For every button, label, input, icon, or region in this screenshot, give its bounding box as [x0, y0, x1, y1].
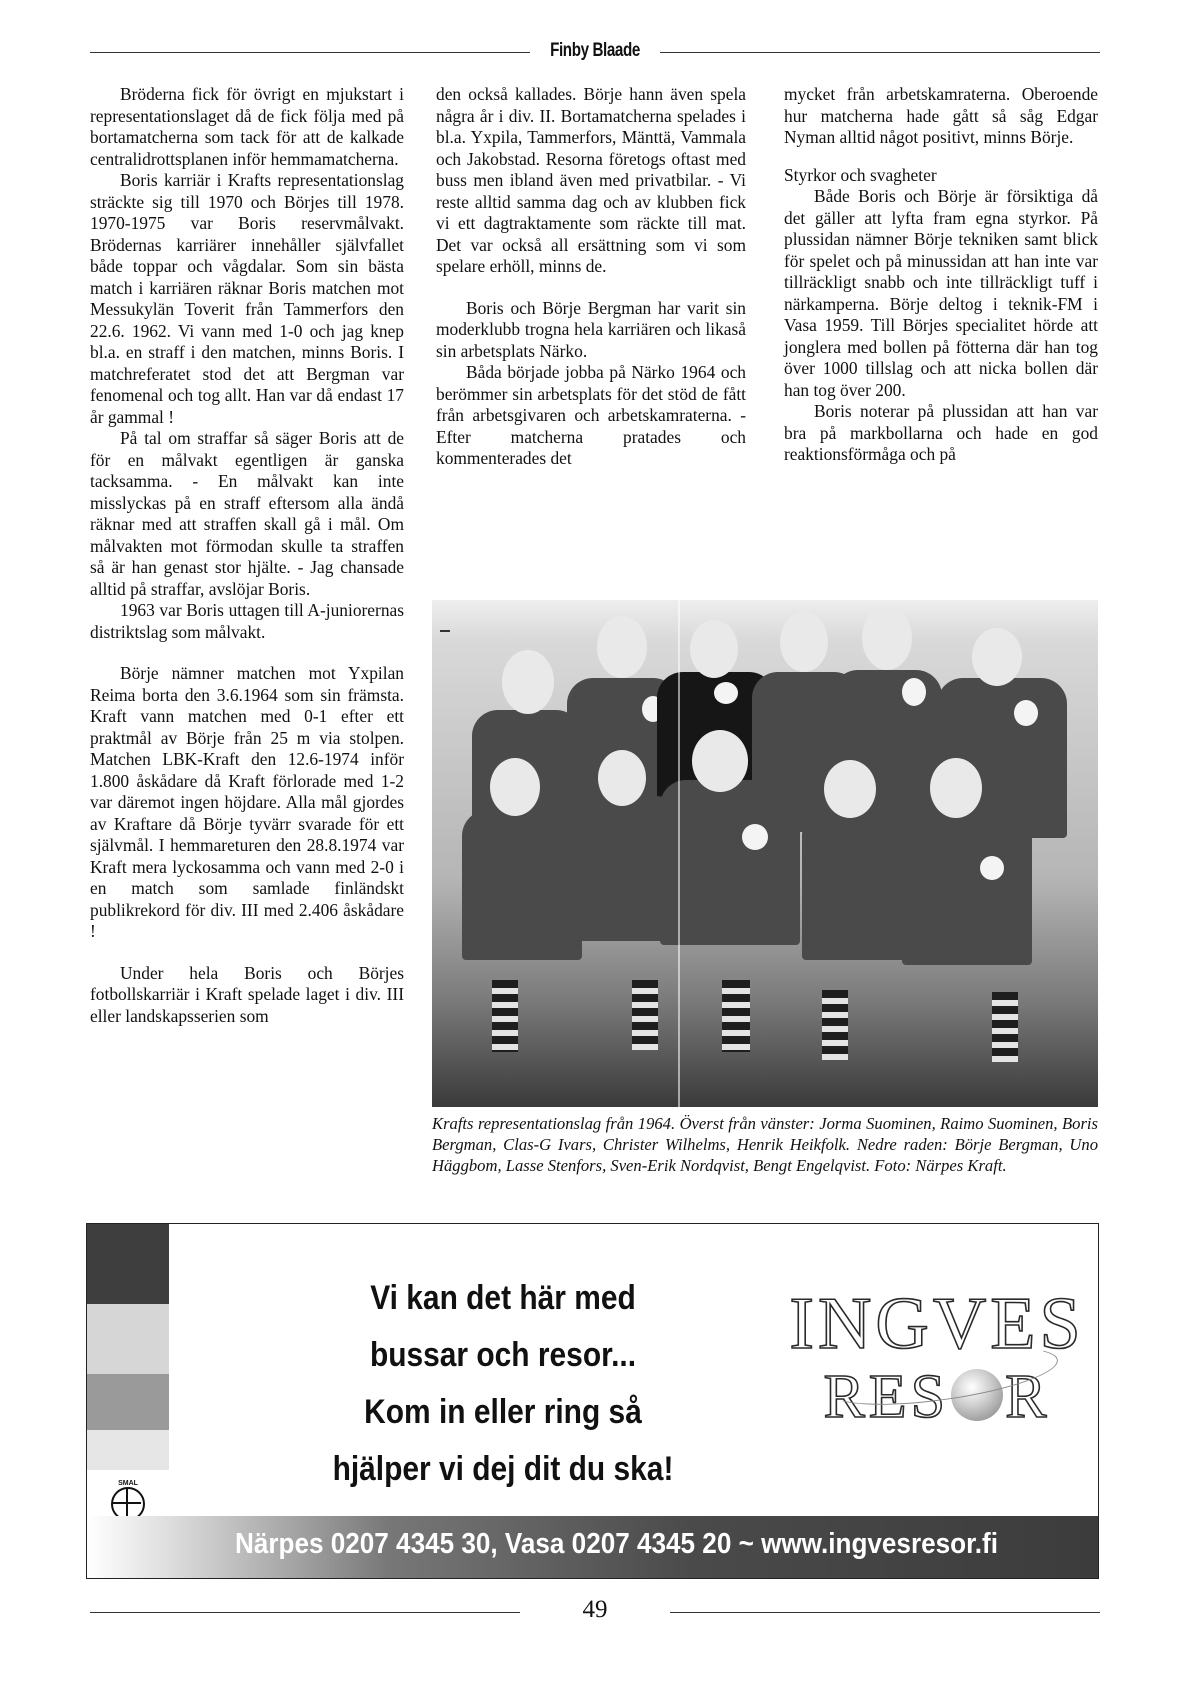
- article-column-2: [436, 84, 746, 470]
- ad-stripe: [87, 1304, 169, 1374]
- page-header: [90, 40, 1100, 66]
- ingves-resor-logo: [787, 1284, 1087, 1430]
- page-number: 49: [582, 1596, 608, 1623]
- photo-caption: Krafts representationslag från 1964. Överst från vänster: Jorma Suominen, Raimo Suominen, Boris Bergman, Clas-G Ivars, Christer Wilhelms, Henrik Heikfolk. Nedre raden: Börje Bergman, Uno Häggbom, Lasse Stenfors, Sven-Erik Nordqvist, Bengt Engelqvist. Foto: Närpes Kraft.: [432, 1114, 1098, 1175]
- player-head: [690, 620, 738, 678]
- paragraph: Båda började jobba på Närko 1964 och berömmer sin arbetsplats för det stöd de fått från arbetsgivaren och arbetskamraterna. - Efter matcherna pratades och kommenterades det: [436, 362, 746, 468]
- paragraph: Boris karriär i Krafts representationslag sträckte sig till 1970 och Börjes till 1978. 1970-1975 var Boris reservmålvakt. Brödernas karriärer innehåller självfallet både toppar och vågdalar. Som sin bästa match i karriären räknar Boris matchen mot Messukylän Toverit från Tammerfors den 22.6. 1962. Vi vann med 1-0 och jag knep bl.a. en straff i den matchen, minns Boris. I matchreferatet stod det att Bergman var fenomenal och tog allt. Han var då endast 17 år gammal !: [90, 170, 404, 427]
- paragraph: Både Boris och Börje är försiktiga då det gäller att lyfta fram egna styrkor. På plussidan nämner Börje tekniken samt blick för spelet och på minussidan att han inte var tillräckligt snabb och inte tillräckligt tuff i närkamperna. Börje deltog i teknik-FM i Vasa 1959. Till Börjes specialitet hörde att jonglera med bollen på fötterna där han tog över 1000 tillslag och att nicka bollen där han tog över 200.: [784, 186, 1098, 400]
- tagline-line: Vi kan det här med: [370, 1279, 636, 1317]
- paragraph: På tal om straffar så säger Boris att de för en målvakt egentligen är ganska tacksamma. - En målvakt kan inte misslyckas på en straff eftersom alla ändå räknar med att straffen skall gå i mål. Om målvakten mot förmodan skulle ta straffen så är han genast stor hjälte. - Jag chansade alltid på straffar, avslöjar Boris.: [90, 428, 404, 599]
- club-badge: [1014, 700, 1038, 726]
- player-head: [780, 612, 828, 672]
- paragraph: mycket från arbetskamraterna. Oberoende hur matcherna hade gått så såg Edgar Nyman alltid något positivt, minns Börje.: [784, 84, 1098, 147]
- player-head: [972, 628, 1022, 686]
- photo-mark: [440, 630, 450, 632]
- player-head: [598, 750, 646, 806]
- paragraph: den också kallades. Börje hann även spela några år i div. II. Bortamatcherna spelades i bl.a. Yxpila, Tammerfors, Mänttä, Vammala och Jakobstad. Resorna företogs oftast med buss men ibland även med privatbilar. - Vi reste alltid samma dag och av klubben fick vi ett dagtraktamente som räckte till mat. Det var också all ersättning som vi som spelare erhöll, minns de.: [436, 84, 746, 276]
- page-footer: [90, 1596, 1100, 1636]
- tagline-line: hjälper vi dej dit du ska!: [332, 1450, 674, 1488]
- player-sock: [822, 990, 848, 1060]
- article-column-3: [784, 84, 1098, 466]
- header-rule-right: [660, 52, 1100, 53]
- publication-title: Finby Blaade: [550, 40, 640, 61]
- player-sock: [992, 992, 1018, 1062]
- photo-fold-line: [678, 600, 680, 1107]
- logo-text: RES: [823, 1363, 950, 1431]
- ad-contact-info: Närpes 0207 4345 30, Vasa 0207 4345 20 ~ www.ingvesresor.fi: [235, 1528, 999, 1560]
- section-heading: Styrkor och svagheter: [784, 164, 937, 185]
- player-figure: [902, 810, 1032, 965]
- player-sock: [632, 980, 658, 1050]
- club-badge: [742, 824, 768, 850]
- ad-stripe: [87, 1430, 169, 1470]
- paragraph: Bröderna fick för övrigt en mjukstart i representationslaget då de fick följa med på bortamatcherna som tack för att de kalkade centralidrottsplanen inför hemmamatcherna.: [90, 84, 404, 169]
- player-head: [597, 616, 647, 678]
- player-figure: [660, 780, 800, 945]
- player-figure: [462, 810, 582, 960]
- ad-stripe: [87, 1374, 169, 1430]
- tagline-line: Kom in eller ring så: [364, 1393, 642, 1431]
- player-head: [490, 758, 540, 816]
- paragraph: Boris och Börje Bergman har varit sin moderklubb trogna hela karriären och likaså sin arbetsplats Närko.: [436, 297, 746, 361]
- player-head: [502, 650, 554, 714]
- player-sock: [492, 980, 518, 1052]
- club-badge: [980, 856, 1004, 880]
- logo-line-1: INGVES: [789, 1283, 1085, 1365]
- logo-text: R: [1005, 1363, 1051, 1431]
- ingves-resor-advertisement: [86, 1223, 1099, 1579]
- player-head: [862, 606, 912, 670]
- club-badge: [902, 678, 926, 706]
- player-head: [692, 730, 748, 792]
- player-sock: [722, 980, 750, 1052]
- paragraph: Börje nämner matchen mot Yxpilan Reima borta den 3.6.1964 som sin främsta. Kraft vann matchen med 0-1 efter ett praktmål av Börje från 25 m via stolpen. Matchen LBK-Kraft den 12.6-1974 inför 1.800 åskådare då Kraft förlorade med 1-2 var däremot ingen höjdare. Alla mål gjordes av Kraftare då Börje tyvärr svarade för ett självmål. I hemmareturen den 28.8.1974 var Kraft mera lyckosamma och vann med 2-0 i en match som samlade finländskt publikrekord för div. III med 2.406 åskådare !: [90, 663, 404, 941]
- team-photo: [432, 600, 1098, 1107]
- paragraph: 1963 var Boris uttagen till A-juniorernas distriktslag som målvakt.: [90, 600, 404, 642]
- tagline-line: bussar och resor...: [369, 1336, 637, 1374]
- player-head: [824, 760, 876, 818]
- article-column-1: [90, 84, 404, 1027]
- footer-rule-right: [670, 1612, 1100, 1613]
- ad-stripe: [87, 1224, 169, 1304]
- club-badge: [714, 682, 738, 704]
- ad-tagline: [274, 1270, 732, 1498]
- ad-contact-bar: [87, 1516, 1098, 1578]
- paragraph: Boris noterar på plussidan att han var bra på markbollarna och hade en god reaktionsförmåga och på: [784, 401, 1098, 464]
- player-head: [930, 758, 982, 818]
- paragraph: Under hela Boris och Börjes fotbollskarriär i Kraft spelade laget i div. III eller landskapsserien som: [90, 962, 404, 1026]
- emblem-label: SMAL: [118, 1480, 138, 1487]
